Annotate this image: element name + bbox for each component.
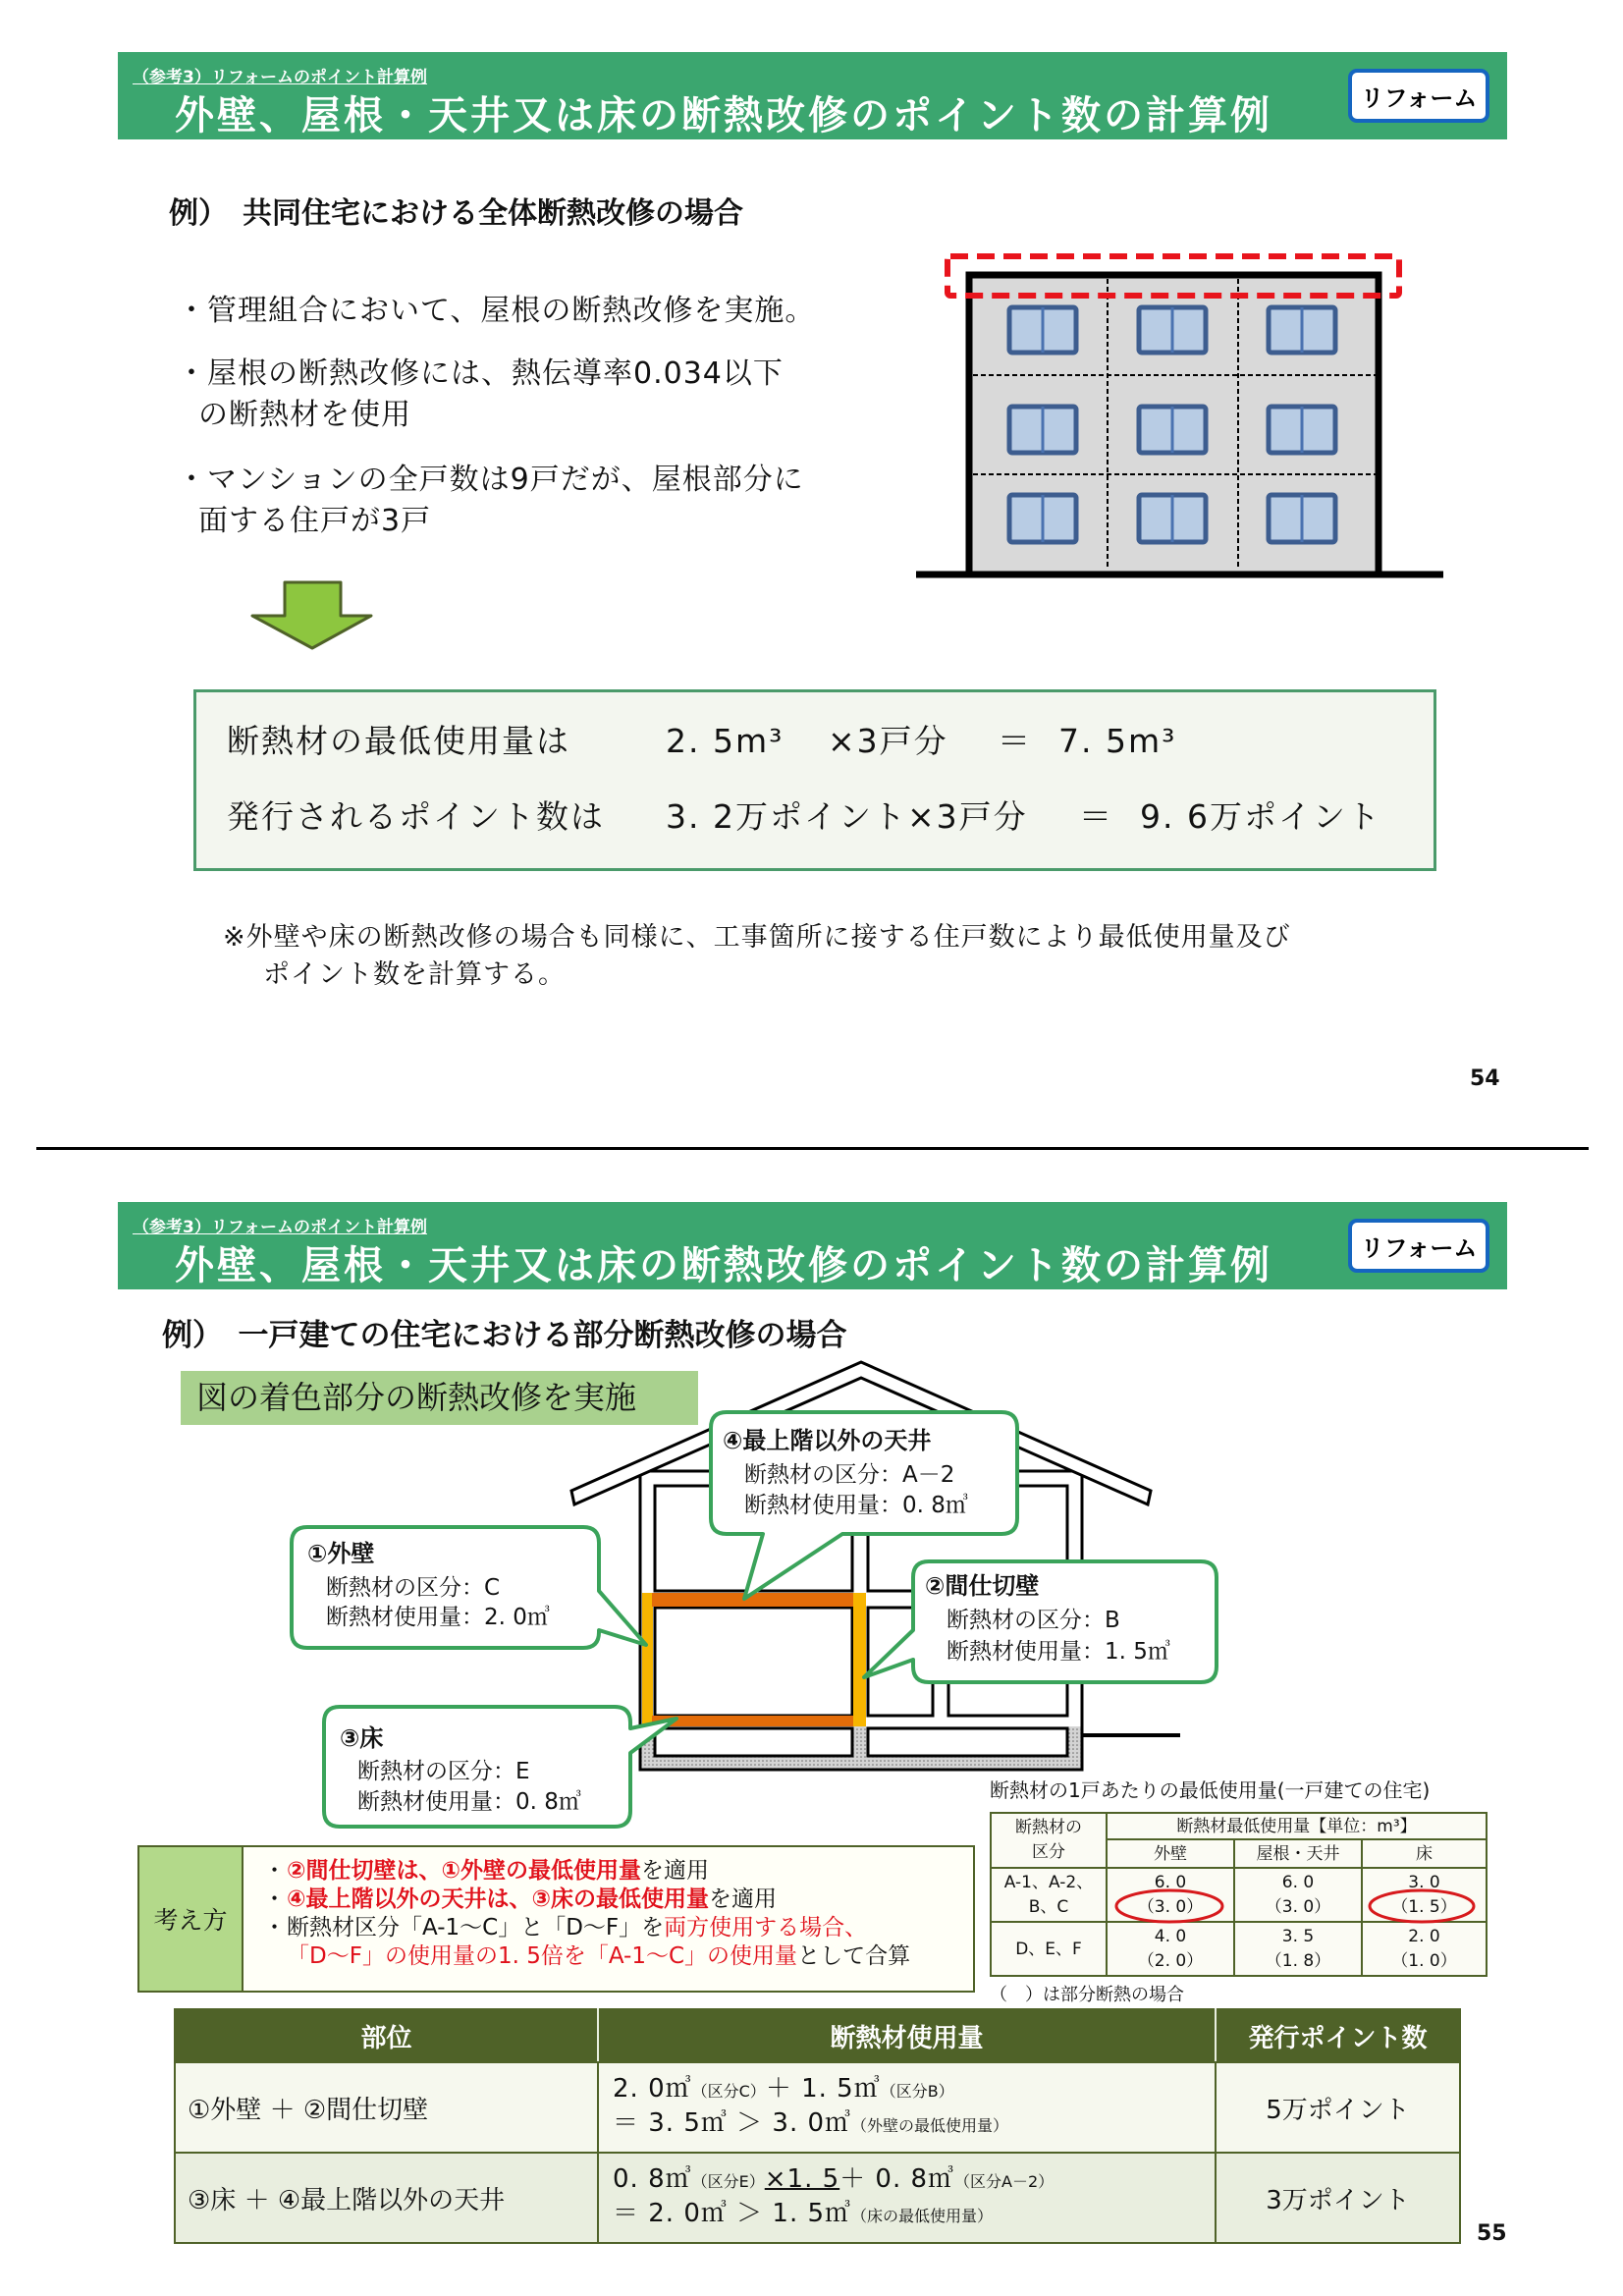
column-header-points: 発行ポイント数	[1216, 2009, 1460, 2062]
callout-exterior-wall-title: ①外壁	[307, 1540, 375, 1567]
crawl-space-left	[655, 1728, 852, 1756]
partial-value: （3. 0）	[1265, 1896, 1331, 1917]
callout-exterior-wall-category: 断熱材の区分：C	[326, 1575, 501, 1601]
callout-partition-wall-title: ②間仕切壁	[925, 1572, 1040, 1600]
colored-area-label-text: 図の着色部分の断熱改修を実施	[196, 1379, 637, 1416]
full-value: 2. 0	[1408, 1926, 1440, 1946]
room-lower-left	[655, 1608, 852, 1716]
callout-floor-title: ③床	[340, 1724, 384, 1752]
category-cell: D、E、F	[991, 1922, 1107, 1976]
colored-area-label	[181, 1371, 698, 1425]
usage-line	[613, 2198, 1214, 2232]
min-usage-value: 2. 5m³	[666, 722, 784, 760]
reform-badge	[1348, 69, 1489, 123]
page-title: 外壁、屋根・天井又は床の断熱改修のポイント数の計算例	[175, 1243, 1272, 1288]
slide-header-55	[118, 1202, 1507, 1289]
bullet-item-continuation: の断熱材を使用	[198, 398, 411, 432]
insulated-exterior-wall	[642, 1593, 653, 1726]
points-cell: 3万ポイント	[1216, 2153, 1460, 2243]
window-icon	[1139, 307, 1206, 353]
window-icon	[1269, 407, 1335, 453]
value-cell	[1362, 1868, 1487, 1922]
callout-partition-wall-amount: 断熱材使用量：1. 5㎥	[947, 1639, 1170, 1665]
window-icon	[1009, 495, 1076, 542]
usage-annotation: （外壁の最低使用量）	[851, 2116, 1009, 2135]
full-value: 6. 0	[1154, 1872, 1187, 1892]
reform-badge-label: リフォーム	[1360, 84, 1478, 112]
usage-value: ＋ 0. 8㎥	[839, 2164, 955, 2194]
insulated-floor	[652, 1716, 853, 1726]
footnote-line: ポイント数を計算する。	[263, 959, 566, 990]
example-heading: 例） 共同住宅における全体断熱改修の場合	[169, 196, 743, 231]
usage-annotation: （区分E）	[691, 2172, 765, 2191]
window-icon	[1269, 495, 1335, 542]
apartment-building-illustration	[916, 256, 1443, 574]
window-icon	[1139, 495, 1206, 542]
insulated-partition-wall	[853, 1593, 866, 1726]
callout-partition-wall-category: 断熱材の区分：B	[947, 1608, 1120, 1633]
usage-annotation: （区分A－2）	[954, 2172, 1055, 2191]
table-row	[991, 1922, 1487, 1976]
usage-line	[613, 2163, 1214, 2198]
bullet-dot: ・	[263, 1886, 286, 1912]
emphasis-text: ②間仕切壁は、①外壁の最低使用量	[287, 1858, 641, 1884]
calculation-result-box	[193, 689, 1436, 871]
min-usage-table-title: 断熱材の1戸あたりの最低使用量(一戸建ての住宅)	[990, 1778, 1431, 1802]
window-icon	[1139, 407, 1206, 453]
min-usage-multiplier: ×3戸分	[828, 722, 948, 760]
table-row	[175, 2062, 1460, 2153]
callout-floor-category: 断熱材の区分：E	[357, 1759, 530, 1784]
column-header-exterior-wall: 外壁	[1107, 1839, 1234, 1868]
header-subtitle: （参考3）リフォームのポイント計算例	[133, 68, 427, 87]
column-header-floor: 床	[1362, 1839, 1487, 1868]
crawl-space-right	[868, 1728, 1067, 1756]
category-line: B、C	[1028, 1896, 1069, 1917]
page-title: 外壁、屋根・天井又は床の断熱改修のポイント数の計算例	[175, 93, 1272, 138]
min-usage-table-footnote: （ ）は部分断熱の場合	[990, 1985, 1184, 2005]
approach-line	[263, 1886, 910, 1914]
partial-value: （2. 0）	[1137, 1950, 1204, 1971]
full-value: 3. 5	[1281, 1926, 1315, 1946]
column-header-usage: 断熱材使用量	[598, 2009, 1216, 2062]
table-header-row	[175, 2009, 1460, 2062]
points-cell: 5万ポイント	[1216, 2062, 1460, 2153]
approach-line	[263, 1942, 910, 1971]
group-header-cell: 断熱材最低使用量【単位：m³】	[1107, 1813, 1487, 1839]
usage-cell	[598, 2062, 1216, 2153]
points-value-group	[666, 797, 1028, 837]
approach-line	[263, 1857, 910, 1886]
usage-value: 0. 8㎥	[613, 2164, 692, 2194]
points-value: 3. 2万ポイント	[666, 797, 907, 836]
category-line: A-1、A-2、	[1003, 1872, 1094, 1892]
bullet-dot: ・	[263, 1915, 286, 1941]
plain-text: 断熱材区分「A-1～C」と「D～F」を	[287, 1915, 665, 1941]
table-row	[991, 1868, 1487, 1922]
category-header-line: 断熱材の	[1015, 1818, 1082, 1837]
points-multiplier: ×3戸分	[906, 797, 1028, 836]
table-header-row	[991, 1813, 1487, 1839]
value-cell	[1362, 1922, 1487, 1976]
plain-text: を適用	[640, 1858, 709, 1884]
part-cell: ③床 ＋ ④最上階以外の天井	[175, 2153, 598, 2243]
usage-annotation: （床の最低使用量）	[851, 2207, 994, 2225]
usage-cell	[598, 2153, 1216, 2243]
points-label: 発行されるポイント数は	[227, 797, 605, 836]
footnote-line: ※外壁や床の断熱改修の場合も同様に、工事箇所に接する住戸数により最低使用量及び	[223, 922, 1291, 953]
full-value: 4. 0	[1154, 1926, 1187, 1946]
usage-multiplier: ×1. 5	[764, 2164, 840, 2194]
window-icon	[1269, 307, 1335, 353]
reform-badge	[1348, 1219, 1489, 1273]
value-cell	[1234, 1922, 1362, 1976]
value-cell	[1107, 1868, 1234, 1922]
points-total: 9. 6万ポイント	[1140, 797, 1381, 836]
value-cell	[1234, 1868, 1362, 1922]
usage-value: 2. 0㎥	[613, 2074, 692, 2104]
part-cell: ①外壁 ＋ ②間仕切壁	[175, 2062, 598, 2153]
partial-value: （3. 0）	[1137, 1896, 1204, 1917]
min-usage-table	[990, 1812, 1488, 1977]
bullet-dot: ・	[263, 1858, 286, 1884]
example-heading: 例） 一戸建ての住宅における部分断熱改修の場合	[162, 1318, 847, 1353]
reform-badge-label: リフォーム	[1360, 1234, 1478, 1262]
partial-value: （1. 8）	[1265, 1950, 1331, 1971]
usage-annotation: （区分C）	[691, 2082, 766, 2101]
approach-box	[137, 1845, 975, 1993]
emphasis-text: ④最上階以外の天井は、③床の最低使用量	[287, 1886, 709, 1912]
min-usage-total: 7. 5m³	[1058, 722, 1177, 760]
approach-label: 考え方	[139, 1847, 243, 1991]
usage-value: ＝ 2. 0㎥ ＞ 1. 5㎥	[613, 2199, 852, 2228]
points-equals: ＝	[1079, 797, 1113, 836]
plain-text: として合算	[797, 1943, 911, 1969]
slide-header-54	[118, 52, 1507, 139]
category-header-line: 区分	[1032, 1842, 1065, 1862]
callout-ceiling-amount: 断熱材使用量：0. 8㎥	[744, 1493, 968, 1518]
building-windows	[1009, 307, 1335, 542]
min-usage-label: 断熱材の最低使用量は	[227, 722, 570, 760]
plain-text: を適用	[708, 1886, 777, 1912]
bullet-item: ・管理組合において、屋根の断熱改修を実施。	[177, 294, 816, 328]
category-cell	[991, 1868, 1107, 1922]
points-result-table	[174, 2008, 1461, 2244]
bullet-item: ・屋根の断熱改修には、熱伝導率0.034以下	[177, 356, 784, 391]
column-header-roof-ceiling: 屋根・天井	[1234, 1839, 1362, 1868]
page-separator	[36, 1147, 1589, 1150]
approach-line	[263, 1914, 910, 1942]
callout-floor-amount: 断熱材使用量：0. 8㎥	[357, 1789, 581, 1815]
page-number: 54	[1470, 1066, 1500, 1091]
usage-line	[613, 2073, 1214, 2107]
approach-body	[243, 1847, 910, 1991]
category-header-cell	[991, 1813, 1107, 1868]
emphasis-text: 「D～F」の使用量の1. 5倍を「A-1～C」の使用量	[287, 1943, 798, 1969]
usage-annotation: （区分B）	[880, 2082, 954, 2101]
column-header-part: 部位	[175, 2009, 598, 2062]
down-arrow-icon	[252, 582, 371, 648]
callout-ceiling-category: 断熱材の区分：A－2	[744, 1462, 955, 1488]
window-icon	[1009, 307, 1076, 353]
partial-value: （1. 0）	[1391, 1950, 1457, 1971]
callout-exterior-wall-amount: 断熱材使用量：2. 0㎥	[326, 1605, 550, 1630]
table-row	[175, 2153, 1460, 2243]
header-subtitle: （参考3）リフォームのポイント計算例	[133, 1218, 427, 1237]
full-value: 3. 0	[1408, 1872, 1440, 1892]
min-usage-equals: ＝	[998, 722, 1032, 760]
usage-value: ＝ 3. 5㎥ ＞ 3. 0㎥	[613, 2108, 852, 2138]
window-icon	[1009, 407, 1076, 453]
value-cell	[1107, 1922, 1234, 1976]
usage-line	[613, 2107, 1214, 2142]
usage-value: ＋ 1. 5㎥	[765, 2074, 881, 2104]
bullet-item-continuation: 面する住戸が3戸	[198, 504, 432, 538]
emphasis-text: 両方使用する場合、	[664, 1915, 868, 1941]
partial-value: （1. 5）	[1391, 1896, 1457, 1917]
bullet-item: ・マンションの全戸数は9戸だが、屋根部分に	[177, 463, 804, 497]
page-number: 55	[1477, 2221, 1507, 2246]
callout-ceiling-title: ④最上階以外の天井	[723, 1427, 932, 1454]
full-value: 6. 0	[1281, 1872, 1315, 1892]
